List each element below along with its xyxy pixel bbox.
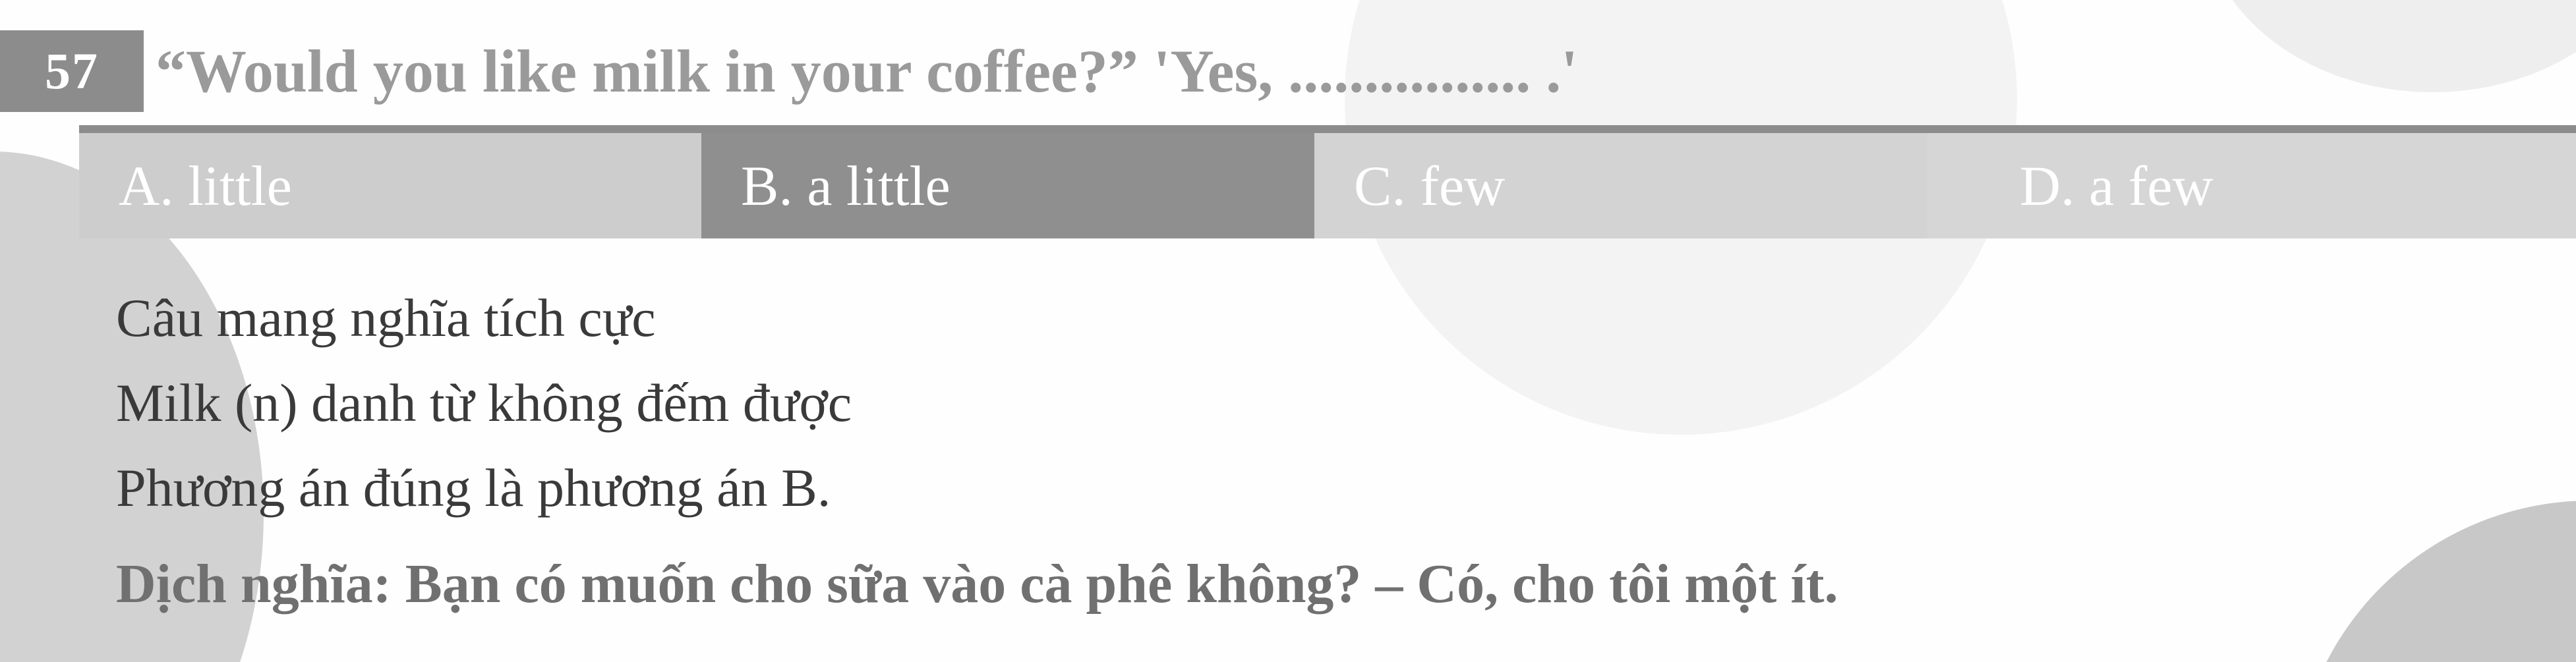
question-number: 57: [0, 30, 144, 112]
option-c[interactable]: C. few: [1314, 133, 1927, 238]
question-text: “Would you like milk in your coffee?” 'Yes, ................ .': [156, 38, 1578, 105]
translation: Dịch nghĩa: Bạn có muốn cho sữa vào cà phê không? – Có, cho tôi một ít.: [116, 553, 1838, 615]
background-circle-right: [2294, 501, 2576, 662]
background-circle-top-right: [2202, 0, 2576, 92]
option-b[interactable]: B. a little: [701, 133, 1314, 238]
explanation-line-1: Câu mang nghĩa tích cực: [116, 288, 656, 348]
explanation-line-3: Phương án đúng là phương án B.: [116, 458, 831, 518]
explanation-line-2: Milk (n) danh từ không đếm được: [116, 373, 852, 433]
option-d[interactable]: D. a few: [1927, 133, 2576, 238]
answer-options: [79, 125, 2576, 238]
option-a[interactable]: A. little: [79, 133, 701, 238]
